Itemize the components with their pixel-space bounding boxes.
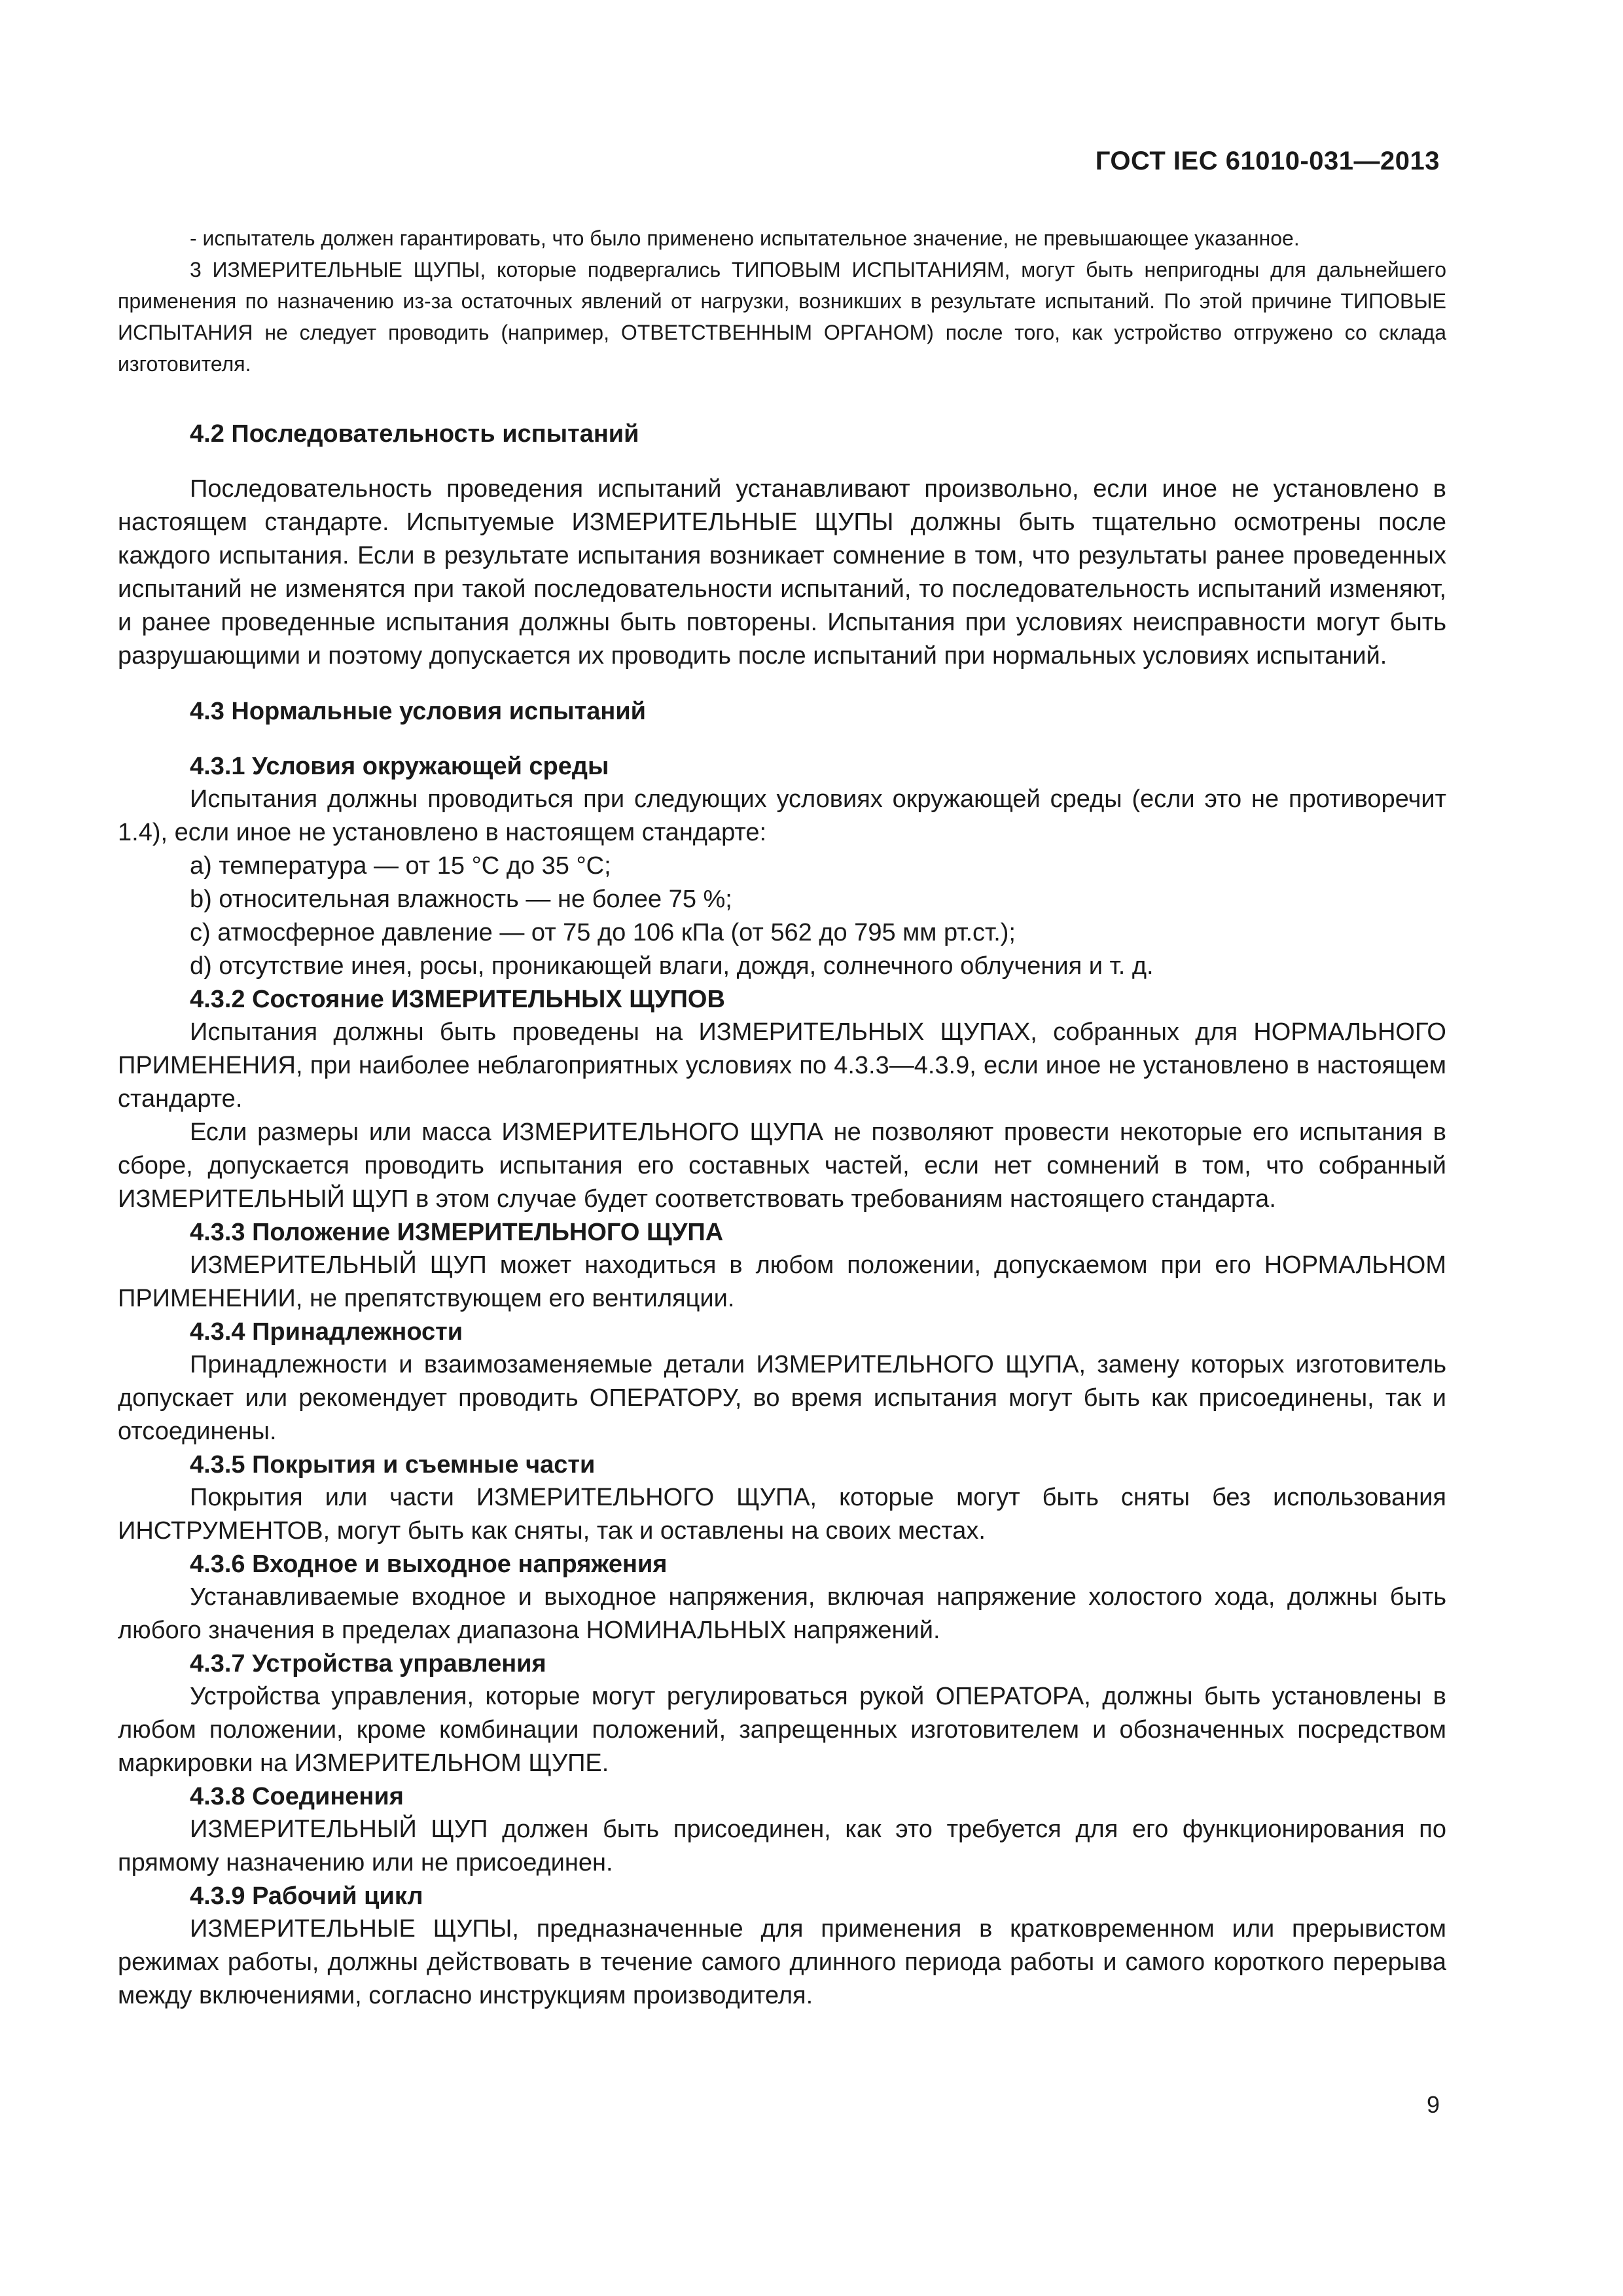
section-4-2-title: 4.2 Последовательность испытаний (190, 420, 639, 448)
section-4-3-8-text: ИЗМЕРИТЕЛЬНЫЙ ЩУП должен быть присоединен, как это требуется для его функционирования по прямому назначению или не присоединен. (118, 1816, 1446, 1876)
section-4-3-9-text: ИЗМЕРИТЕЛЬНЫЕ ЩУПЫ, предназначенные для применения в кратковременном или прерывистом режимах работы, должны действовать в течение самого длинного периода работы и самого короткого перерыва между включениями, согласно инструкциям производителя. (118, 1915, 1446, 2009)
section-4-3-8-title: 4.3.8 Соединения (190, 1783, 404, 1810)
section-4-3-5-title: 4.3.5 Покрытия и съемные части (190, 1451, 596, 1479)
section-4-3-1-text: Испытания должны проводиться при следующих условиях окружающей среды (если это не противоречит 1.4), если иное не установлено в настоящем стандарте: (118, 785, 1446, 846)
section-4-3-2-title: 4.3.2 Состояние ИЗМЕРИТЕЛЬНЫХ ЩУПОВ (190, 986, 725, 1013)
section-4-3-5-body (118, 1481, 1446, 1548)
page-number: 9 (1426, 2091, 1440, 2118)
section-4-3-9-body (118, 1912, 1446, 2013)
section-4-3-1-body (118, 783, 1446, 850)
section-4-3-3-title: 4.3.3 Положение ИЗМЕРИТЕЛЬНОГО ЩУПА (190, 1219, 724, 1246)
section-4-3-6-body (118, 1581, 1446, 1647)
section-4-3-2-text-1: Испытания должны быть проведены на ИЗМЕРИТЕЛЬНЫХ ЩУПАХ, собранных для НОРМАЛЬНОГО ПРИМЕНЕНИЯ, при наиболее неблагоприятных условиях по 4.3.3—4.3.9, если иное не установлено в настоящем стандарте. (118, 1018, 1446, 1113)
section-4-3-4-text: Принадлежности и взаимозаменяемые детали ИЗМЕРИТЕЛЬНОГО ЩУПА, замену которых изготовитель допускает или рекомендует проводить ОПЕРАТОРУ, во время испытания могут быть как присоединены, так и отсоединены. (118, 1351, 1446, 1445)
section-4-2-text: Последовательность проведения испытаний устанавливают произвольно, если иное не установлено в настоящем стандарте. Испытуемые ИЗМЕРИТЕЛЬНЫЕ ЩУПЫ должны быть тщательно осмотрены после каждого испытания. Если в результате испытания возникает сомнение в том, что результаты ранее проведенных испытаний не изменятся при такой последовательности испытаний, то последовательность испытаний изменяют, и ранее проведенные испытания должны быть повторены. Испытания при условиях неисправности могут быть разрушающими и поэтому допускается их проводить после испытаний при нормальных условиях испытаний. (118, 475, 1446, 670)
section-4-3-7-title: 4.3.7 Устройства управления (190, 1650, 546, 1677)
section-4-3-2-body (118, 1016, 1446, 1216)
document-code: ГОСТ IEC 61010-031—2013 (1095, 147, 1440, 175)
section-4-3-1-title: 4.3.1 Условия окружающей среды (190, 753, 609, 780)
section-4-3-3-body (118, 1249, 1446, 1316)
section-4-3-title: 4.3 Нормальные условия испытаний (190, 698, 647, 725)
section-4-3-9-title: 4.3.9 Рабочий цикл (190, 1882, 423, 1910)
section-4-2-body (118, 473, 1446, 673)
list-item-b: b) относительная влажность — не более 75 %; (190, 886, 732, 913)
section-4-3-5-text: Покрытия или части ИЗМЕРИТЕЛЬНОГО ЩУПА, которые могут быть сняты без использования ИНСТРУМЕНТОВ, могут быть как сняты, так и оставлены на своих местах. (118, 1484, 1446, 1545)
section-4-3-2-text-2: Если размеры или масса ИЗМЕРИТЕЛЬНОГО ЩУПА не позволяют провести некоторые его испытания в сборе, допускается проводить испытания его составных частей, если нет сомнений в том, что собранный ИЗМЕРИТЕЛЬНЫЙ ЩУП в этом случае будет соответствовать требованиям настоящего стандарта. (118, 1119, 1446, 1213)
section-4-3-6-text: Устанавливаемые входное и выходное напряжения, включая напряжение холостого хода, должны быть любого значения в пределах диапазона НОМИНАЛЬНЫХ напряжений. (118, 1583, 1446, 1644)
section-4-3-7-body (118, 1680, 1446, 1780)
section-4-3-4-body (118, 1348, 1446, 1448)
note-block (118, 223, 1446, 380)
list-item-d: d) отсутствие инея, росы, проникающей влаги, дождя, солнечного облучения и т. д. (190, 952, 1154, 980)
page-content (118, 223, 1446, 2013)
section-4-3-4-title: 4.3.4 Принадлежности (190, 1318, 463, 1346)
section-4-3-3-text: ИЗМЕРИТЕЛЬНЫЙ ЩУП может находиться в любом положении, допускаемом при его НОРМАЛЬНОМ ПРИМЕНЕНИИ, не препятствующем его вентиляции. (118, 1251, 1446, 1312)
note-2: 3 ИЗМЕРИТЕЛЬНЫЕ ЩУПЫ, которые подвергались ТИПОВЫМ ИСПЫТАНИЯМ, могут быть непригодны для дальнейшего применения по назначению из-за остаточных явлений от нагрузки, возникших в результате испытаний. По этой причине ТИПОВЫЕ ИСПЫТАНИЯ не следует проводить (например, ОТВЕТСТВЕННЫМ ОРГАНОМ) после того, как устройство отгружено со склада изготовителя. (118, 258, 1446, 376)
section-4-3-8-body (118, 1813, 1446, 1880)
note-1: - испытатель должен гарантировать, что было применено испытательное значение, не превышающее указанное. (190, 226, 1300, 250)
list-item-c: c) атмосферное давление — от 75 до 106 кПа (от 562 до 795 мм рт.ст.); (190, 919, 1016, 946)
section-4-3-7-text: Устройства управления, которые могут регулироваться рукой ОПЕРАТОРА, должны быть установлены в любом положении, кроме комбинации положений, запрещенных изготовителем и обозначенных посредством маркировки на ИЗМЕРИТЕЛЬНОМ ЩУПЕ. (118, 1683, 1446, 1777)
section-4-3-6-title: 4.3.6 Входное и выходное напряжения (190, 1551, 668, 1578)
list-item-a: a) температура — от 15 °С до 35 °С; (190, 852, 611, 880)
